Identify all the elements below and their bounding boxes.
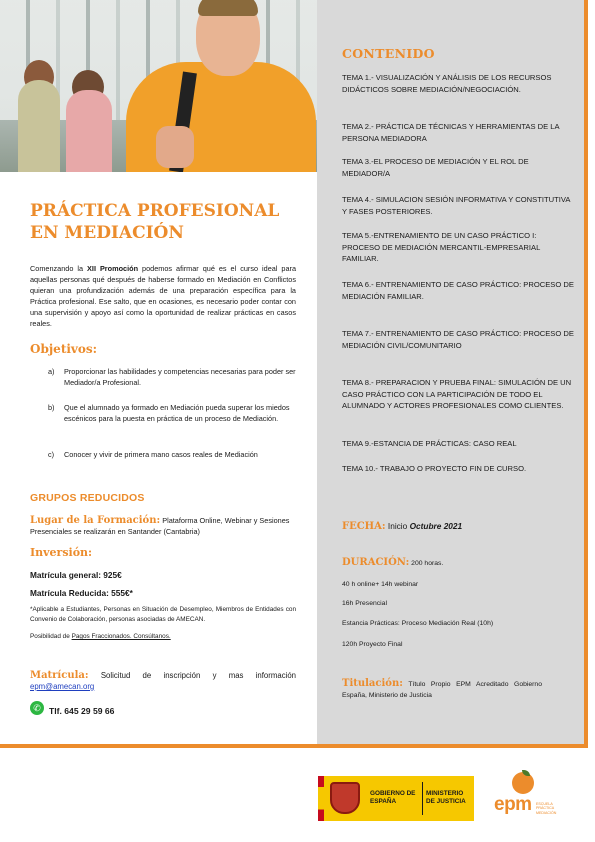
general-fee: Matrícula general: 925€ [30,570,122,580]
content-heading: CONTENIDO [342,46,435,61]
bottom-border [0,744,588,748]
topic-item: TEMA 8.- PREPARACION Y PRUEBA FINAL: SIMULACIÓN DE UN CASO PRÁCTICO CON LA PARTICIPACIÓN DE TODO EL ALUMNADO Y ACTORES PROFESIONALES COMO CLIENTES. [342,378,572,411]
orange-fruit-icon [512,772,534,794]
duration-line: 16h Presencial [342,600,387,607]
page-title [30,200,310,244]
certification: Titulación: Título Propio EPM Acreditado Gobierno España, Ministerio de Justicia [342,678,542,699]
intro-paragraph: Comenzando la XII Promoción podemos afirmar qué es el curso ideal para aquellas personas qué después de haberse formado en Mediación en Conflictos quieran una profundización además de una preparación específica para la Práctica profesional. Ese salto, que en ocasiones, es necesario poder contar con una supervisión y apoyo así como la oportunidad de realizar prácticas en casos reales. [30,264,297,328]
groups-heading: GRUPOS REDUCIDOS [30,492,145,504]
hero-photo [0,0,317,172]
training-location: Lugar de la Formación: Plataforma Online, Webinar y Sesiones Presenciales se realizarán en Santander (Cantabria) [30,515,290,536]
duration: DURACIÓN: 200 horas. [342,557,444,568]
topic-item: TEMA 2.- PRÁCTICA DE TÉCNICAS Y HERRAMIENTAS DE LA PERSONA MEDIADORA [342,122,560,143]
duration-line: 120h Proyecto Final [342,641,403,648]
objectives-heading: Objetivos: [30,342,98,356]
topic-item: TEMA 7.- ENTRENAMIENTO DE CASO PRÁCTICO: PROCESO DE MEDIACIÓN CIVIL/COMUNITARIO [342,329,574,350]
government-logo: GOBIERNO DE ESPAÑA MINISTERIO DE JUSTICIA [318,776,474,821]
duration-line: Estancia Prácticas: Proceso Mediación Real (10h) [342,620,494,627]
installments-link[interactable]: Pagos Fraccionados. Consúltanos. [71,633,171,640]
promotion-label: XII Promoción [87,264,139,273]
epm-logo: epm ESCUELA PRÁCTICA MEDIACIÓN [494,770,564,826]
fee-note: *Aplicable a Estudiantes, Personas en Situación de Desempleo, Miembros de Entidades con Convenio de Colaboración, personas asociadas de AMECAN. [30,606,296,623]
duration-line: 40 h online+ 14h webinar [342,581,419,588]
whatsapp-icon: ✆ [30,701,44,715]
content-panel [317,0,584,744]
email-link[interactable]: epm@amecan.org [30,682,95,691]
topic-item: TEMA 4.- SIMULACION SESIÓN INFORMATIVA Y CONSTITUTIVA Y FASES POSTERIORES. [342,195,570,216]
phone-number: Tlf. 645 29 59 66 [49,706,115,716]
topic-item: TEMA 6.- ENTRENAMIENTO DE CASO PRÁCTICO: PROCESO DE MEDIACIÓN FAMILIAR. [342,280,574,301]
title-line-2: EN MEDIACIÓN [30,223,184,243]
start-date: FECHA: Inicio Octubre 2021 [342,521,463,532]
topic-item: TEMA 9.-ESTANCIA DE PRÁCTICAS: CASO REAL [342,439,517,448]
enrollment-info: Matrícula: Solicitud de inscripción y mas información epm@amecan.org [30,670,296,691]
right-border [584,0,588,748]
payment-note: Posibilidad de Pagos Fraccionados. Consúltanos. [30,633,171,640]
reduced-fee: Matrícula Reducida: 555€* [30,588,133,598]
title-line-1: PRÁCTICA PROFESIONAL [30,201,280,221]
investment-heading: Inversión: [30,546,93,559]
topic-item: TEMA 10.- TRABAJO O PROYECTO FIN DE CURSO. [342,464,527,473]
coat-of-arms-icon [330,782,360,814]
topic-item: TEMA 1.- VISUALIZACIÓN Y ANÁLISIS DE LOS RECURSOS DIDÁCTICOS SOBRE MEDIACIÓN/NEGOCIACIÓN. [342,73,552,94]
topic-item: TEMA 3.-EL PROCESO DE MEDIACIÓN Y EL ROL DE MEDIADOR/A [342,157,529,178]
topic-item: TEMA 5.-ENTRENAMIENTO DE UN CASO PRÁCTICO I: PROCESO DE MEDIACIÓN MERCANTIL-EMPRESARIAL FAMILIAR. [342,231,541,264]
